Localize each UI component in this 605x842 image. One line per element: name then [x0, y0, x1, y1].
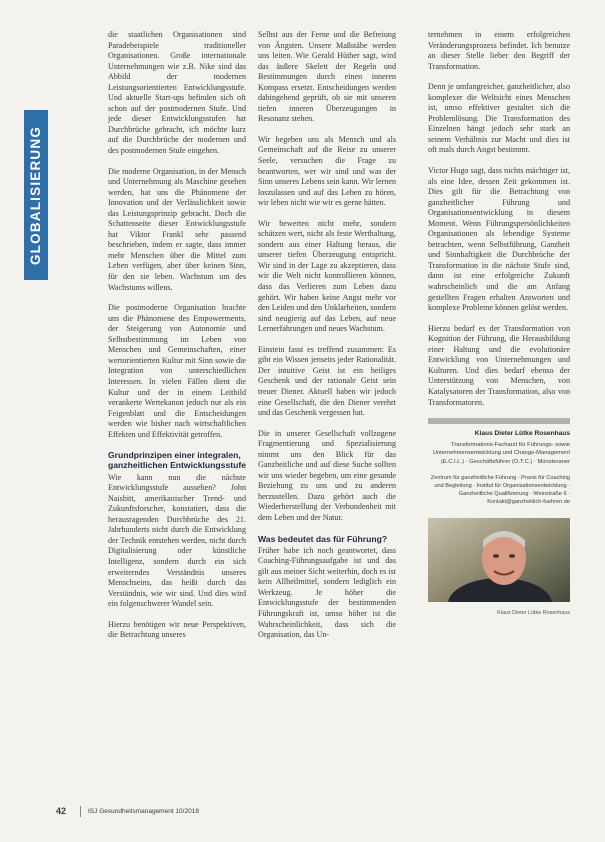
author-box-rule — [428, 418, 570, 424]
paragraph: Wir begeben uns als Mensch und als Gemeinschaft auf die Reise zu unserer Seele, versuchen die Frage zu beantworten, wer wir sind und was der Sinn unseres Lebens sein kann. Wir lernen loszulassen und auf das Leben zu hören, wir leben nicht wie wir es gerne hätten. — [258, 134, 396, 208]
footer-divider — [80, 806, 81, 817]
page-number: 42 — [56, 806, 67, 816]
paragraph: Die postmoderne Organisation brachte uns die Phänomene des Empowerments, der Steigerung von Autonomie und Selbstbestimmung im Leben von Menschen und Gemeinschaften, einer wertorientierten Kultur mit Sinn sowie die Integration von unterschiedlichen Interessen. In vielen Fällen dient die Kultur und der in einem Leitbild verankerte Wertekanon jedoch nur als ein Feigenblatt und die Entscheidungen werden wie bisher nach wirtschaftlichen Effekten und Effektivität getroffen. — [108, 303, 246, 439]
author-contact: Zentrum für ganzheitliche Führung · Praxis für Coaching und Begleitung · Institut für Organisationsentwicklung · Ganzheitliche Qualifizierung · Weinstraße 6 · Kontakt@ganzheitlich-fuehren.de — [430, 474, 570, 506]
section-label: GLOBALISIERUNG — [28, 125, 44, 265]
subheading: Grundprinzipen einer integralen, ganzheitlichen Entwicklungsstufe — [108, 450, 246, 471]
magazine-name: ISJ Gesundheitsmanagement 10/2018 — [88, 808, 199, 815]
paragraph: Die in unserer Gesellschaft vollzogene Fragmentierung und Spezialisierung nimmt uns den Blick für das Ganzheitliche und auf diese Suche sollten wir uns wieder begeben, um eine gesunde Beziehung zu uns und zu anderen herzustellen. Dazu gehört auch die Wiederherstellung der Verbundenheit mit dem Leben und der Natur. — [258, 428, 396, 522]
text-column-1 — [108, 30, 246, 651]
paragraph: Victor Hugo sagt, dass nichts mächtiger ist, als eine Idee, dessen Zeit gekommen ist. Dies gilt für die Betrachtung von ganzheitlicher Führung und Organisationsentwicklung in diesem Moment. Wenn Führungspersönlichkeiten Organisationen als lebendige Systeme betrachten, wenn Selbstführung, Ganzheit und Sinnhaftigkeit die Durchbrüche der Transformation in die nächste Stufe sind, dann ist eine erfolgreiche Zukunft wahrscheinlich und die am Anfang gestellten Fragen erhalten Antworten und komplexe Probleme können gelöst werden. — [428, 166, 570, 313]
paragraph: Die moderne Organisation, in der Mensch und Unternehmung als Maschine gesehen werden, hat uns die Phänomene der Innovation und der Verlässlichkeit sowie das Leistungsprinzip gebracht. Doch die Schattenseite dieser Entwicklungsstufe hat Viktor Frankl sehr passend beschrieben, indem er sagte, dass immer mehr Menschen über die Mittel zum Leben verfügen, aber über keinen Sinn, für den sie leben. Wachstum um des Wachstums willens. — [108, 166, 246, 292]
paragraph: die staatlichen Organisationen sind Paradebeispiele traditioneller Organisationen. Große internationale Unternehmungen wie z.B. Nike sind das Abbild der modernen Leistungsorientierten Entwicklungsstufe. Und aktuelle Start-ups befinden sich oft schon auf der postmodernen Stufe. Und jede dieser Entwicklungsstufen hat Durchbrüche gebracht, ich möchte kurz auf die Durchbrüche der modernen und des postmodernen Stufe eingehen. — [108, 30, 246, 156]
paragraph: Wir bewerten nicht mehr, sondern schätzen wert, nicht als feste Werthaltung, sondern aus einer Haltung heraus, die unserer tiefen Überzeugung entspricht. Wir sind in der Lage zu akzeptieren, dass wir die Welt nicht kontrollieren können, dass das Verlieren zum Leben dazu gehört. Wir haben keine Angst mehr vor den Leiden und den Unklarheiten, sondern sind neugierig auf das Leben, auf neue Lernerfahrungen und neues Wachstum. — [258, 218, 397, 334]
paragraph: Hierzu bedarf es der Transformation von Kognition der Führung, die Herausbildung einer Haltung und die evolutionäre Entwicklung von Unternehmungen und Kulturen. Und dies bedarf ebenso der Unterstützung von Menschen, von Katalysatoren der Transformation, also von Transformatoren. — [428, 323, 570, 407]
paragraph: Hierzu benötigen wir neue Perspektiven, die Betrachtung unseres — [108, 619, 246, 640]
paragraph: Wie kann nun die nächste Entwicklungsstufe aussehen? John Naisbitt, amerikanischer Trend- und Zukunftsforscher, konstatiert, dass die herausragenden Durchbrüche des 21. Jahrhunderts nicht durch die Entwicklung der Technik entstehen werden, nicht durch Digitalisierung oder künstliche Intelligenz, sondern durch ein sich erweiterndes Verständnis unseres Menschseins, das heißt durch das Verständnis, wie wir sind. Und dies wird ein folgenschwerer Wandel sein. — [108, 472, 246, 609]
photo-caption: Klaus Dieter Lütke Rosenhaus — [497, 610, 570, 617]
text-column-3 — [428, 30, 570, 616]
paragraph: Früher habe ich noch geantwortet, dass Coaching-Führungsaufgabe ist und das gilt aus meiner Sicht weiterhin, doch es ist kein Allheilmittel, sondern lediglich ein Werkzeug. Je höher die Entwicklungsstufe der bestimmenden Führungskraft ist, umso höher ist die Wahrscheinlichkeit, dass sich die Organisation, das Un- — [258, 545, 396, 640]
author-role: Transformations-Facharzt für Führungs- sowie Unternehmensentwicklung und Change-Management (E.C.I.L.) · Geschäftsführer (O.T.C.) · Münsteraner — [432, 442, 570, 465]
section-label-band — [24, 110, 48, 280]
paragraph: ternehmen in einem erfolgreichen Veränderungsprozess befindet. Ich benutze an dieser Stelle lieber den Begriff der Transformation. — [428, 30, 570, 71]
paragraph: Einstein fasst es treffend zusammen: Es gibt ein Wissen jenseits jeder Rationalität. Der intuitive Geist ist ein heiliges Geschenk und der rationale Geist sein treuer Diener. Aktuell haben wir jedoch eine Gesellschaft, die den Diener verehrt und das Geschenk vergessen hat. — [258, 344, 396, 418]
subheading: Was bedeutet das für Führung? — [258, 533, 388, 544]
author-name: Klaus Dieter Lütke Rosenhaus — [474, 430, 570, 438]
text-column-2 — [258, 30, 396, 651]
author-photo — [428, 518, 570, 602]
page-footer — [56, 806, 556, 818]
paragraph: Selbst aus der Ferne und die Befreiung von Ängsten. Unsere Maßstäbe werden uns leiten. Wie Gerald Hüther sagt, wird das äußere Skelett der Regeln und Bestimmungen durch einen inneren Kompass ersetzt. Entscheidungen werden dahingehend geprüft, ob sie mit unseren tiefen inneren Überzeugungen in Resonanz stehen. — [258, 30, 396, 124]
paragraph: Denn je umfangreicher, ganzheitlicher, also komplexer die Weltsicht eines Menschen ist, umso effektiver gestaltet sich die Problemlösung. Die Transformation des Einzelnen hängt jedoch sehr stark an seinem Verhältnis zur Macht und dies ist oft mals durch Angst bestimmt. — [428, 82, 570, 155]
